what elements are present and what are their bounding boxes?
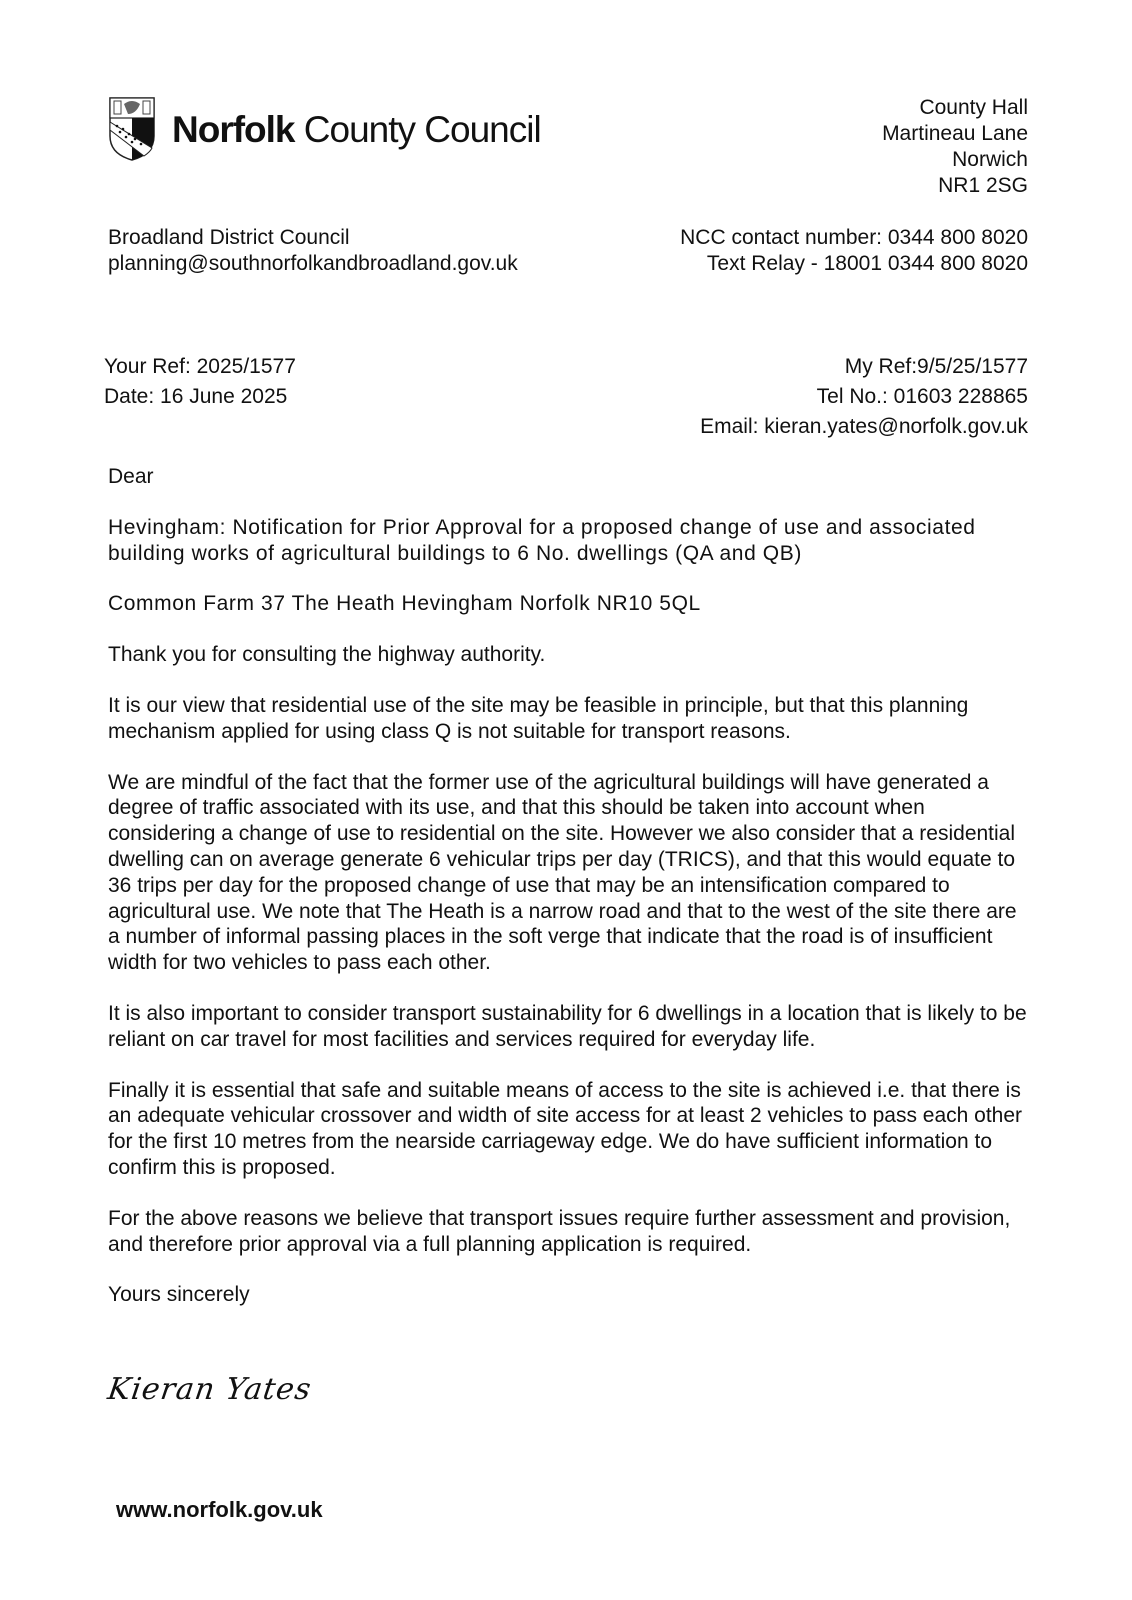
your-ref: Your Ref: 2025/1577 xyxy=(104,355,296,378)
org-name-bold: Norfolk xyxy=(172,108,295,150)
recipient-block xyxy=(108,225,518,277)
address-line: County Hall xyxy=(919,96,1028,119)
paragraph: It is our view that residential use of the site may be feasible in principle, but that this planning mechanism applied for using class Q is not suitable for transport reasons. xyxy=(108,693,969,743)
paragraph: We are mindful of the fact that the former use of the agricultural buildings will have generated a degree of traffic associated with its use, and that this should be taken into account when considering a change of use to residential on the site. However we also consider that a residential dwelling can on average generate 6 vehicular trips per day (TRICS), and that this would equate to 36 trips per day for the proposed change of use that may be an intensification compared to agricultural use. We note that The Heath is a narrow road and that to the west of the site there are a number of informal passing places in the soft verge that indicate that the road is of insufficient width for two vehicles to pass each other. xyxy=(108,770,1017,975)
org-name-rest: County Council xyxy=(294,108,541,150)
paragraph: For the above reasons we believe that transport issues require further assessment and provision, and therefore prior approval via a full planning application is required. xyxy=(108,1206,1011,1256)
signature: Kieran Yates xyxy=(105,1372,314,1407)
letter-body xyxy=(108,464,1028,1333)
norfolk-county-council-logo xyxy=(108,96,541,162)
letter-subject: Hevingham: Notification for Prior Approval for a proposed change of use and associated building works of agricultural buildings to 6 No. dwellings (QA and QB) xyxy=(108,515,976,565)
contact-block xyxy=(680,225,1028,277)
paragraph: Thank you for consulting the highway authority. xyxy=(108,643,546,667)
my-ref: My Ref:9/5/25/1577 xyxy=(844,355,1028,378)
contact-number: NCC contact number: 0344 800 8020 xyxy=(680,226,1028,249)
letter-date: Date: 16 June 2025 xyxy=(104,385,288,408)
recipient-email: planning@southnorfolkandbroadland.gov.uk xyxy=(108,252,518,275)
site-address: Common Farm 37 The Heath Hevingham Norfolk NR10 5QL xyxy=(108,592,701,616)
address-line: Norwich xyxy=(952,148,1028,171)
sender-address xyxy=(882,95,1028,199)
norfolk-crest-icon xyxy=(108,96,156,162)
paragraph: It is also important to consider transport sustainability for 6 dwellings in a location that is likely to be reliant on car travel for most facilities and services required for everyday life. xyxy=(108,1001,1027,1051)
reference-right xyxy=(700,352,1028,442)
salutation: Dear xyxy=(108,465,154,488)
reference-left xyxy=(104,352,296,412)
recipient-name: Broadland District Council xyxy=(108,226,350,249)
paragraph: Finally it is essential that safe and suitable means of access to the site is achieved i.e. that there is an adequate vehicular crossover and width of site access for at least 2 vehicles to pass each other for the first 10 metres from the nearside carriageway edge. We do have sufficient information to confirm this is proposed. xyxy=(108,1078,1023,1179)
tel-number: Tel No.: 01603 228865 xyxy=(816,385,1028,408)
footer-website-url: www.norfolk.gov.uk xyxy=(116,1497,323,1522)
officer-email: Email: kieran.yates@norfolk.gov.uk xyxy=(700,415,1028,438)
organisation-name xyxy=(172,108,541,150)
text-relay-number: Text Relay - 18001 0344 800 8020 xyxy=(706,252,1028,275)
closing: Yours sincerely xyxy=(108,1283,250,1307)
address-line: NR1 2SG xyxy=(938,174,1028,197)
address-line: Martineau Lane xyxy=(882,122,1028,145)
